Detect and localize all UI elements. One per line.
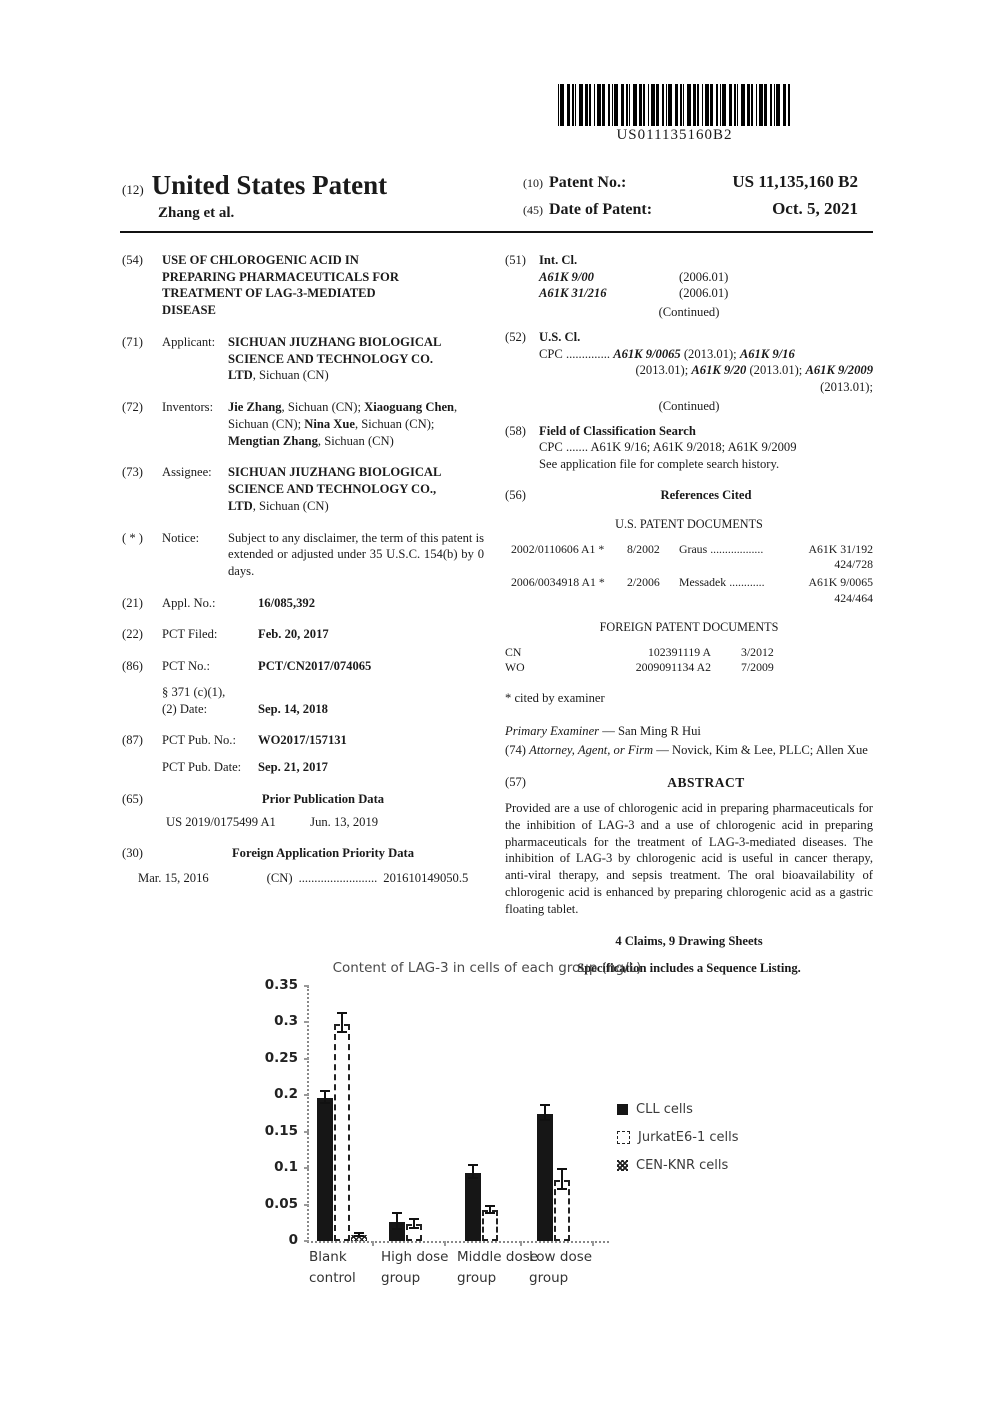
barcode-bar bbox=[666, 84, 667, 126]
barcode-bar bbox=[575, 84, 576, 126]
date-of-patent-label: Date of Patent: bbox=[549, 201, 653, 218]
barcode-bar bbox=[710, 84, 713, 126]
priority-country: (CN) bbox=[266, 871, 293, 886]
search-cpc-line: CPC ....... A61K 9/16; A61K 9/2018; A61K 9/2009 bbox=[539, 440, 797, 455]
barcode-bar bbox=[612, 84, 613, 126]
y-tick-label: 0 bbox=[288, 1232, 298, 1248]
bar-dashed bbox=[334, 1024, 350, 1241]
page-title: United States Patent bbox=[151, 170, 388, 200]
y-tick-mark bbox=[304, 1094, 309, 1096]
barcode-bar bbox=[716, 84, 718, 126]
field-num-10: (10) bbox=[523, 176, 543, 190]
barcode-bar bbox=[608, 84, 610, 126]
pct-no-label: PCT No.: bbox=[162, 659, 211, 674]
x-tick-mark bbox=[520, 1241, 522, 1246]
barcode-bar bbox=[602, 84, 605, 126]
y-tick-label: 0.2 bbox=[274, 1086, 298, 1103]
legend-item-cll: CLL cells bbox=[617, 1102, 739, 1117]
barcode-bar bbox=[683, 84, 684, 126]
us-doc-row-cont: 424/464 bbox=[834, 590, 873, 605]
barcode-bar bbox=[585, 84, 588, 126]
foreign-docs bbox=[505, 645, 873, 676]
priority-date: Mar. 15, 2016 bbox=[138, 871, 209, 886]
error-bar-cap bbox=[409, 1227, 419, 1229]
bar-dashed bbox=[482, 1210, 498, 1241]
barcode-bar bbox=[648, 84, 649, 126]
attorney-line: (74) Attorney, Agent, or Firm — Novick, Kim & Lee, PLLC; Allen Xue bbox=[505, 742, 868, 757]
field-72-inventors: (72) Inventors: Jie Zhang, Sichuan (CN); Xiaoguang Chen, Sichuan (CN); Nina Xue, Sichuan (CN); Mengtian Zhang, Sichuan (CN) bbox=[122, 399, 484, 449]
barcode-bar bbox=[756, 84, 757, 126]
pct-no-value: PCT/CN2017/074065 bbox=[258, 659, 372, 674]
barcode-bar bbox=[770, 84, 772, 126]
field-51-int-cl: (51) Int. Cl. A61K 9/00 (2006.01) A61K 31/216 (2006.01) bbox=[505, 252, 873, 302]
chart-plot-area bbox=[307, 986, 609, 1243]
inventors-label: Inventors: bbox=[162, 400, 214, 415]
barcode-bar bbox=[697, 84, 699, 126]
error-bar-cap bbox=[337, 1031, 347, 1033]
applicant-label: Applicant: bbox=[162, 334, 216, 349]
barcode-bar bbox=[558, 84, 559, 126]
barcode-bar bbox=[626, 84, 628, 126]
barcode-bar bbox=[783, 84, 786, 126]
barcode-bar bbox=[594, 84, 595, 126]
barcode-bar bbox=[720, 84, 721, 126]
left-column bbox=[122, 252, 484, 887]
error-bar-cap bbox=[540, 1119, 550, 1121]
barcode-bar bbox=[560, 84, 564, 126]
x-tick-label: Low dose group bbox=[529, 1249, 593, 1286]
barcode-bar bbox=[639, 84, 642, 126]
barcode-bar bbox=[643, 84, 645, 126]
barcode-bar bbox=[776, 84, 780, 126]
priority-leader-dots: ......................... bbox=[298, 871, 378, 886]
y-tick-mark bbox=[304, 1131, 309, 1133]
notice-label: Notice: bbox=[162, 530, 200, 545]
field-30-foreign-priority: (30) Foreign Application Priority Data bbox=[122, 845, 484, 862]
barcode-bar bbox=[633, 84, 637, 126]
barcode-bar bbox=[747, 84, 750, 126]
error-bar bbox=[561, 1170, 563, 1190]
patent-no-value: US 11,135,160 B2 bbox=[732, 172, 858, 191]
section-371-date: Sep. 14, 2018 bbox=[258, 701, 328, 716]
int-cl-row: A61K 9/00 (2006.01) bbox=[539, 269, 729, 284]
cpc-line-2: (2013.01); A61K 9/20 (2013.01); A61K 9/2009 bbox=[635, 363, 873, 378]
us-doc-row: 2006/0034918 A1 * 2/2006 Messadek ............ A61K 9/0065 bbox=[511, 575, 873, 590]
error-bar-cap bbox=[540, 1104, 550, 1106]
field-73-assignee: (73) Assignee: SICHUAN JIUZHANG BIOLOGICAL SCIENCE AND TECHNOLOGY CO., LTD, Sichuan (CN) bbox=[122, 465, 441, 513]
foreign-doc-row: WO 2009091134 A2 7/2009 bbox=[505, 660, 774, 675]
int-cl-heading: Int. Cl. bbox=[539, 253, 578, 267]
field-86-pct-no: (86) PCT No.: PCT/CN2017/074065 bbox=[122, 658, 484, 675]
barcode-bar bbox=[597, 84, 601, 126]
us-cl-continued: (Continued) bbox=[658, 398, 720, 413]
assignee-label: Assignee: bbox=[162, 465, 212, 480]
header-right bbox=[523, 172, 858, 226]
legend-item-jurkat: JurkatE6-1 cells bbox=[617, 1130, 739, 1145]
invention-title: USE OF CHLOROGENIC ACID IN PREPARING PHARMACEUTICALS FOR TREATMENT OF LAG-3-MEDIATED DISEASE bbox=[162, 253, 399, 318]
barcode-bar bbox=[687, 84, 691, 126]
barcode-bar bbox=[734, 84, 736, 126]
barcode-bar bbox=[614, 84, 618, 126]
barcode-bar bbox=[651, 84, 655, 126]
barcode-bar bbox=[774, 84, 775, 126]
pct-pub-no-value: WO2017/157131 bbox=[258, 733, 347, 748]
barcode-bar bbox=[729, 84, 732, 126]
section-371: § 371 (c)(1), (2) Date: bbox=[162, 684, 226, 716]
error-bar-cap bbox=[392, 1212, 402, 1214]
field-58-search: (58) Field of Classification Search CPC ....... A61K 9/16; A61K 9/2018; A61K 9/2009 See application file for complete search history. bbox=[505, 423, 873, 473]
appl-no-value: 16/085,392 bbox=[258, 595, 316, 610]
us-patent-docs-heading: U.S. PATENT DOCUMENTS bbox=[615, 516, 763, 531]
barcode-bar bbox=[668, 84, 672, 126]
field-87-pct-pub-no: (87) PCT Pub. No.: WO2017/157131 bbox=[122, 732, 484, 749]
header-left bbox=[122, 170, 387, 222]
primary-examiner-line: Primary Examiner — San Ming R Hui bbox=[505, 723, 701, 738]
error-bar-cap bbox=[320, 1102, 330, 1104]
claims-line: 4 Claims, 9 Drawing Sheets bbox=[615, 934, 763, 949]
y-tick-label: 0.05 bbox=[264, 1195, 298, 1212]
field-86-371-date bbox=[122, 684, 484, 717]
barcode-bar bbox=[751, 84, 753, 126]
legend-swatch-dashed-icon bbox=[617, 1131, 630, 1144]
field-num-12: (12) bbox=[122, 182, 144, 197]
right-column bbox=[505, 252, 873, 977]
y-tick-label: 0.35 bbox=[264, 977, 298, 993]
cited-by-examiner: * cited by examiner bbox=[505, 691, 605, 706]
field-21-appl-no: (21) Appl. No.: 16/085,392 bbox=[122, 595, 484, 612]
us-doc-row-cont: 424/728 bbox=[834, 557, 873, 572]
barcode-bar bbox=[741, 84, 745, 126]
error-bar-cap bbox=[468, 1177, 478, 1179]
y-tick-mark bbox=[304, 1021, 309, 1023]
barcode-bar bbox=[702, 84, 703, 126]
barcode-bar bbox=[567, 84, 570, 126]
barcode bbox=[487, 84, 862, 126]
error-bar-cap bbox=[354, 1232, 364, 1234]
barcode-number: US011135160B2 bbox=[616, 127, 733, 143]
field-num-45: (45) bbox=[523, 203, 543, 217]
legend-item-cenknr: CEN-KNR cells bbox=[617, 1158, 739, 1173]
barcode-bar bbox=[675, 84, 678, 126]
barcode-block bbox=[487, 84, 862, 144]
chart-title: Content of LAG-3 in cells of each group (ng/L) bbox=[332, 960, 642, 976]
us-doc-row: 2002/0110606 A1 * 8/2002 Graus .................. A61K 31/192 bbox=[511, 541, 873, 556]
prior-pub-number: US 2019/0175499 A1 bbox=[166, 814, 276, 829]
y-tick-mark bbox=[304, 1240, 309, 1242]
barcode-bar bbox=[656, 84, 659, 126]
barcode-bar bbox=[629, 84, 630, 126]
cpc-line-1: CPC .............. A61K 9/0065 (2013.01); A61K 9/16 bbox=[539, 346, 795, 361]
barcode-bar bbox=[693, 84, 696, 126]
abstract-text: Provided are a use of chlorogenic acid in preparing pharmaceuticals for the inhibition of LAG-3 and a use of chlorogenic acid in preparing pharmaceuticals for the treatment of LAG-3-mediated diseases. The inhibition of LAG-3 by chlorogenic acid is useful in cancer therapy, anti-viral therapy, and sepsis treatment. The oral bioavailability of chlorogenic acid is enhanced by preparing chlorogenic acid as a gastric floating tablet. bbox=[505, 801, 873, 916]
barcode-bar bbox=[722, 84, 726, 126]
error-bar-cap bbox=[485, 1205, 495, 1207]
error-bar-cap bbox=[557, 1188, 567, 1190]
abstract-heading: ABSTRACT bbox=[667, 775, 745, 791]
pct-filed-value: Feb. 20, 2017 bbox=[258, 627, 329, 642]
y-tick-mark bbox=[304, 1204, 309, 1206]
chart-legend bbox=[617, 1102, 739, 1186]
pct-pub-no-label: PCT Pub. No.: bbox=[162, 733, 236, 748]
inventors-value: Jie Zhang, Sichuan (CN); Xiaoguang Chen, Sichuan (CN); Nina Xue, Sichuan (CN); Mengtian Zhang, Sichuan (CN) bbox=[228, 400, 458, 448]
barcode-bar bbox=[680, 84, 682, 126]
field-notice: ( * ) Notice: Subject to any disclaimer, the term of this patent is extended or adjusted under 35 U.S.C. 154(b) by 0 days. bbox=[122, 530, 484, 579]
foreign-docs-heading: FOREIGN PATENT DOCUMENTS bbox=[599, 619, 779, 634]
bar-solid bbox=[317, 1098, 333, 1241]
barcode-bar bbox=[737, 84, 738, 126]
priority-number: 201610149050.5 bbox=[383, 871, 469, 886]
notice-text: Subject to any disclaimer, the term of this patent is extended or adjusted under 35 U.S.C. 154(b) by 0 days. bbox=[228, 530, 484, 579]
pct-filed-label: PCT Filed: bbox=[162, 627, 218, 642]
field-71-applicant: (71) Applicant: SICHUAN JIUZHANG BIOLOGICAL SCIENCE AND TECHNOLOGY CO. LTD, Sichuan (CN) bbox=[122, 334, 441, 383]
field-52-us-cl: (52) U.S. Cl. CPC .............. A61K 9/0065 (2013.01); A61K 9/16 (2013.01); A61K 9/20 (2013.01); A61K 9/2009 (2013.01); bbox=[505, 329, 873, 395]
barcode-bar bbox=[572, 84, 574, 126]
foreign-priority-entry bbox=[138, 870, 484, 887]
y-tick-label: 0.3 bbox=[274, 1013, 298, 1030]
error-bar-cap bbox=[320, 1090, 330, 1092]
us-patent-docs bbox=[511, 542, 873, 607]
search-heading: Field of Classification Search bbox=[539, 423, 696, 438]
y-tick-label: 0.1 bbox=[274, 1159, 298, 1176]
appl-no-label: Appl. No.: bbox=[162, 595, 216, 610]
byline: Zhang et al. bbox=[158, 205, 235, 221]
x-tick-label: Blank control bbox=[309, 1249, 356, 1286]
field-87-pct-pub-date bbox=[122, 759, 484, 776]
legend-swatch-hatch-icon bbox=[617, 1160, 628, 1171]
y-tick-mark bbox=[304, 985, 309, 987]
field-54-title: (54) USE OF CHLOROGENIC ACID IN PREPARING PHARMACEUTICALS FOR TREATMENT OF LAG-3-MEDIATED DISEASE bbox=[122, 252, 484, 319]
int-cl-continued: (Continued) bbox=[658, 305, 720, 320]
barcode-bar bbox=[662, 84, 664, 126]
barcode-bar bbox=[764, 84, 767, 126]
x-tick-label: High dose group bbox=[381, 1249, 449, 1286]
applicant-value: SICHUAN JIUZHANG BIOLOGICAL SCIENCE AND TECHNOLOGY CO. LTD, Sichuan (CN) bbox=[228, 334, 441, 383]
x-tick-mark bbox=[444, 1241, 446, 1246]
pct-pub-date-label: PCT Pub. Date: bbox=[162, 760, 242, 775]
foreign-priority-heading: Foreign Application Priority Data bbox=[231, 846, 414, 861]
prior-pub-entry bbox=[166, 814, 484, 831]
figure-chart bbox=[242, 956, 922, 1306]
x-tick-label: Middle dose group bbox=[457, 1249, 539, 1286]
int-cl-row: A61K 31/216 (2006.01) bbox=[539, 286, 729, 301]
field-22-pct-filed: (22) PCT Filed: Feb. 20, 2017 bbox=[122, 626, 484, 643]
error-bar-cap bbox=[468, 1164, 478, 1166]
prior-pub-date: Jun. 13, 2019 bbox=[310, 814, 379, 829]
y-tick-mark bbox=[304, 1058, 309, 1060]
pct-pub-date-value: Sep. 21, 2017 bbox=[258, 760, 328, 775]
references-heading: References Cited bbox=[660, 487, 752, 502]
sequence-listing-line: Specification includes a Sequence Listing. bbox=[577, 961, 801, 976]
error-bar-cap bbox=[409, 1218, 419, 1220]
assignee-value: SICHUAN JIUZHANG BIOLOGICAL SCIENCE AND TECHNOLOGY CO., LTD, Sichuan (CN) bbox=[228, 465, 441, 513]
field-56-references: (56) References Cited bbox=[505, 487, 873, 504]
prior-pub-heading: Prior Publication Data bbox=[261, 791, 385, 806]
search-note-line: See application file for complete search history. bbox=[539, 457, 780, 472]
error-bar-cap bbox=[392, 1228, 402, 1230]
barcode-bar bbox=[579, 84, 583, 126]
barcode-bar bbox=[589, 84, 591, 126]
y-tick-label: 0.15 bbox=[264, 1122, 298, 1139]
header-divider bbox=[120, 231, 873, 233]
date-of-patent-value: Oct. 5, 2021 bbox=[772, 199, 858, 218]
error-bar-cap bbox=[557, 1168, 567, 1170]
barcode-bar bbox=[788, 84, 790, 126]
barcode-bar bbox=[759, 84, 763, 126]
error-bar-cap bbox=[354, 1235, 364, 1237]
bar-solid bbox=[465, 1173, 481, 1241]
x-tick-mark bbox=[592, 1241, 594, 1246]
us-cl-heading: U.S. Cl. bbox=[539, 329, 581, 344]
barcode-bar bbox=[621, 84, 624, 126]
barcode-bar bbox=[705, 84, 709, 126]
y-tick-mark bbox=[304, 1167, 309, 1169]
field-65-prior-pub: (65) Prior Publication Data bbox=[122, 791, 484, 808]
error-bar-cap bbox=[485, 1212, 495, 1214]
patent-no-label: Patent No.: bbox=[549, 174, 627, 191]
error-bar-cap bbox=[337, 1012, 347, 1014]
y-tick-label: 0.25 bbox=[264, 1049, 298, 1066]
cpc-line-3: (2013.01); bbox=[820, 380, 873, 395]
foreign-doc-row: CN 102391119 A 3/2012 bbox=[505, 644, 774, 659]
x-tick-mark bbox=[372, 1241, 374, 1246]
bar-solid bbox=[537, 1114, 553, 1242]
abstract-header: (57) ABSTRACT bbox=[505, 774, 873, 792]
legend-swatch-solid-icon bbox=[617, 1104, 628, 1115]
